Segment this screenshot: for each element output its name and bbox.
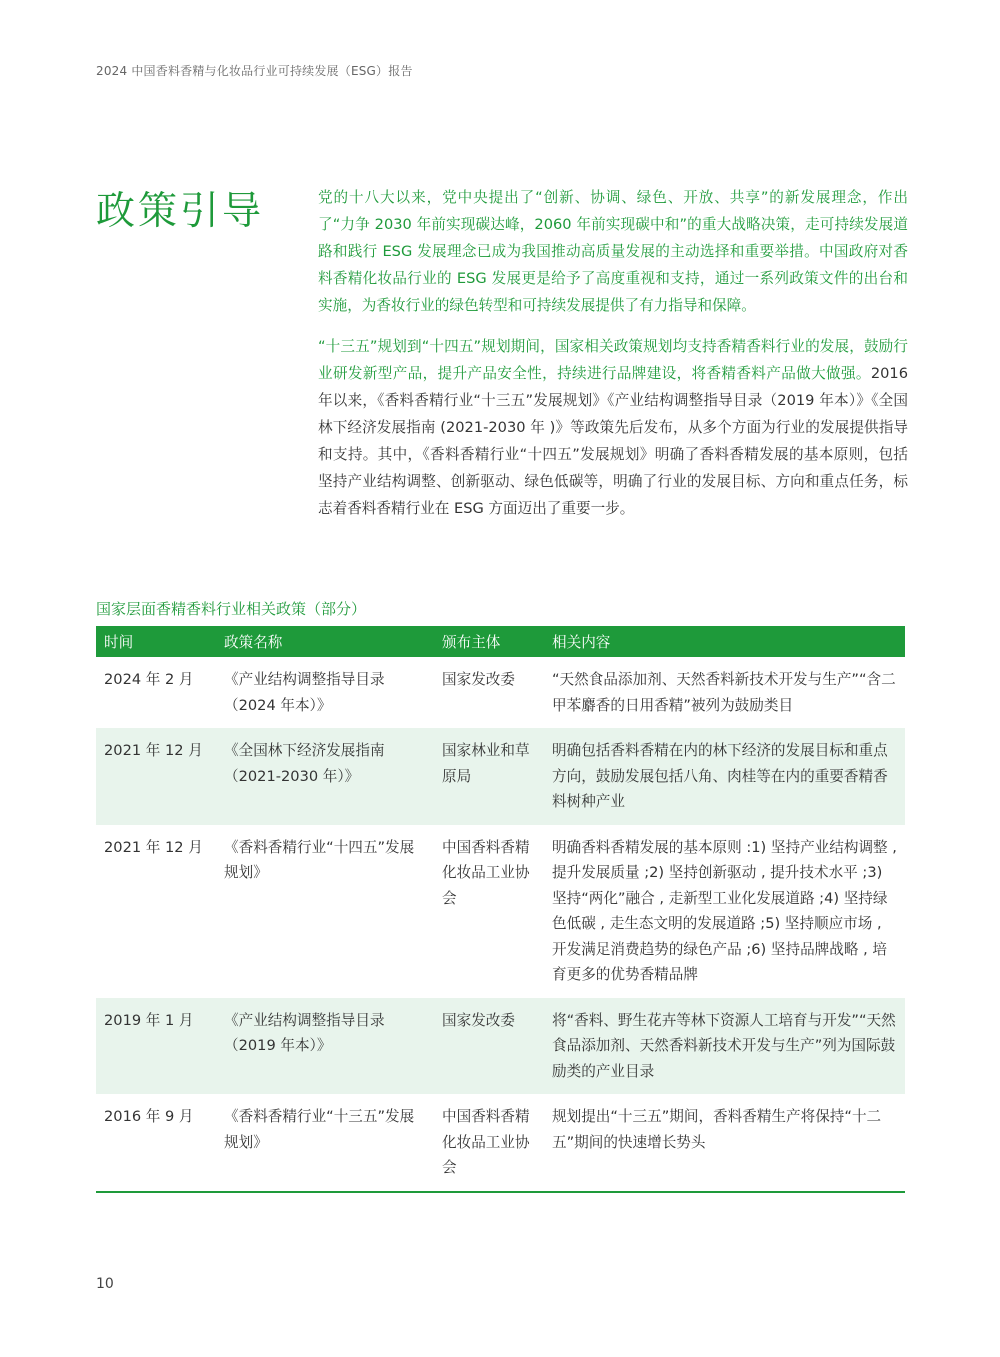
table-row (96, 1094, 905, 1192)
cell-time: 2021 年 12 月 (96, 728, 216, 825)
cell-time: 2019 年 1 月 (96, 998, 216, 1095)
intro-paragraph-2 (318, 333, 908, 522)
cell-policy-name: 《香料香精行业“十四五”发展规划》 (224, 838, 415, 881)
table-row (96, 998, 905, 1095)
page-number: 10 (96, 1276, 114, 1292)
table-row (96, 657, 905, 728)
cell-issuer: 中国香料香精化妆品工业协会 (442, 838, 530, 907)
table-header-row (96, 626, 905, 657)
cell-content: 明确香料香精发展的基本原则 :1) 坚持产业结构调整 , 提升发展质量 ;2) 坚持创新驱动 , 提升技术水平 ;3) 坚持“两化”融合 , 走新型工业化发展道路 ;4) 坚持绿色低碳 , 走生态文明的发展道路 ;5) 坚持顺应市场 , 开发满足消费趋势的绿色产品 ;6) 坚持品牌战略 , 培育更多的优势香精品牌 (552, 838, 897, 983)
cell-issuer: 国家发改委 (434, 998, 544, 1095)
header-policy-name: 政策名称 (216, 626, 434, 657)
intro-paragraph-1: 党的十八大以来，党中央提出了“创新、协调、绿色、开放、共享”的新发展理念，作出了“力争 2030 年前实现碳达峰，2060 年前实现碳中和”的重大战略决策，走可持续发展道路和践行 ESG 发展理念已成为我国推动高质量发展的主动选择和重要举措。中国政府对香料香精化妆品行业的 ESG 发展更是给予了高度重视和支持，通过一系列政策文件的出台和实施，为香妆行业的绿色转型和可持续发展提供了有力指导和保障。 (318, 189, 908, 314)
cell-issuer: 国家发改委 (442, 671, 515, 688)
cell-content: 明确包括香料香精在内的林下经济的发展目标和重点方向，鼓励发展包括八角、肉桂等在内的重要香精香料树种产业 (544, 728, 905, 825)
cell-content: 将“香料、野生花卉等林下资源人工培育与开发”“天然食品添加剂、天然香料新技术开发与生产”列为国际鼓励类的产业目录 (544, 998, 905, 1095)
table-title: 国家层面香精香料行业相关政策（部分） (96, 600, 367, 618)
intro-text (318, 184, 908, 522)
cell-policy-name: 《产业结构调整指导目录（2019 年本）》 (216, 998, 434, 1095)
table-row (96, 825, 905, 998)
cell-content: “天然食品添加剂、天然香料新技术开发与生产”“含二甲苯麝香的日用香精”被列为鼓励类目 (552, 671, 896, 714)
cell-time: 2024 年 2 月 (104, 671, 194, 688)
intro-paragraph-2-rest: 2016 年以来，《香料香精行业“十三五”发展规划》《产业结构调整指导目录（2019 年本）》《全国林下经济发展指南 (2021-2030 年 )》等政策先后发布，从多个方面为行业的发展提供指导和支持。其中，《香料香精行业“十四五”发展规划》明确了香料香精发展的基本原则，包括坚持产业结构调整、创新驱动、绿色低碳等，明确了行业的发展目标、方向和重点任务，标志着香料香精行业在 ESG 方面迈出了重要一步。 (318, 365, 908, 517)
cell-content: 规划提出“十三五”期间，香料香精生产将保持“十二五”期间的快速增长势头 (552, 1108, 882, 1151)
header-issuer: 颁布主体 (434, 626, 544, 657)
header-content: 相关内容 (544, 626, 905, 657)
cell-policy-name: 《全国林下经济发展指南（2021-2030 年）》 (216, 728, 434, 825)
intro-paragraph-2-highlight: “十三五”规划到“十四五”规划期间，国家相关政策规划均支持香精香料行业的发展，鼓励行业研发新型产品，提升产品安全性，持续进行品牌建设，将香精香料产品做大做强。 (318, 338, 908, 382)
cell-time: 2021 年 12 月 (104, 838, 203, 856)
cell-issuer: 国家林业和草原局 (434, 728, 544, 825)
table-row (96, 728, 905, 825)
cell-policy-name: 《香料香精行业“十三五”发展规划》 (224, 1108, 415, 1151)
header-time: 时间 (96, 626, 216, 657)
running-header: 2024 中国香料香精与化妆品行业可持续发展（ESG）报告 (96, 64, 413, 78)
policy-table (96, 626, 905, 1193)
cell-policy-name: 《产业结构调整指导目录（2024 年本）》 (224, 671, 385, 714)
section-title: 政策引导 (96, 189, 265, 234)
cell-time: 2016 年 9 月 (104, 1108, 194, 1125)
cell-issuer: 中国香料香精化妆品工业协会 (442, 1108, 530, 1176)
